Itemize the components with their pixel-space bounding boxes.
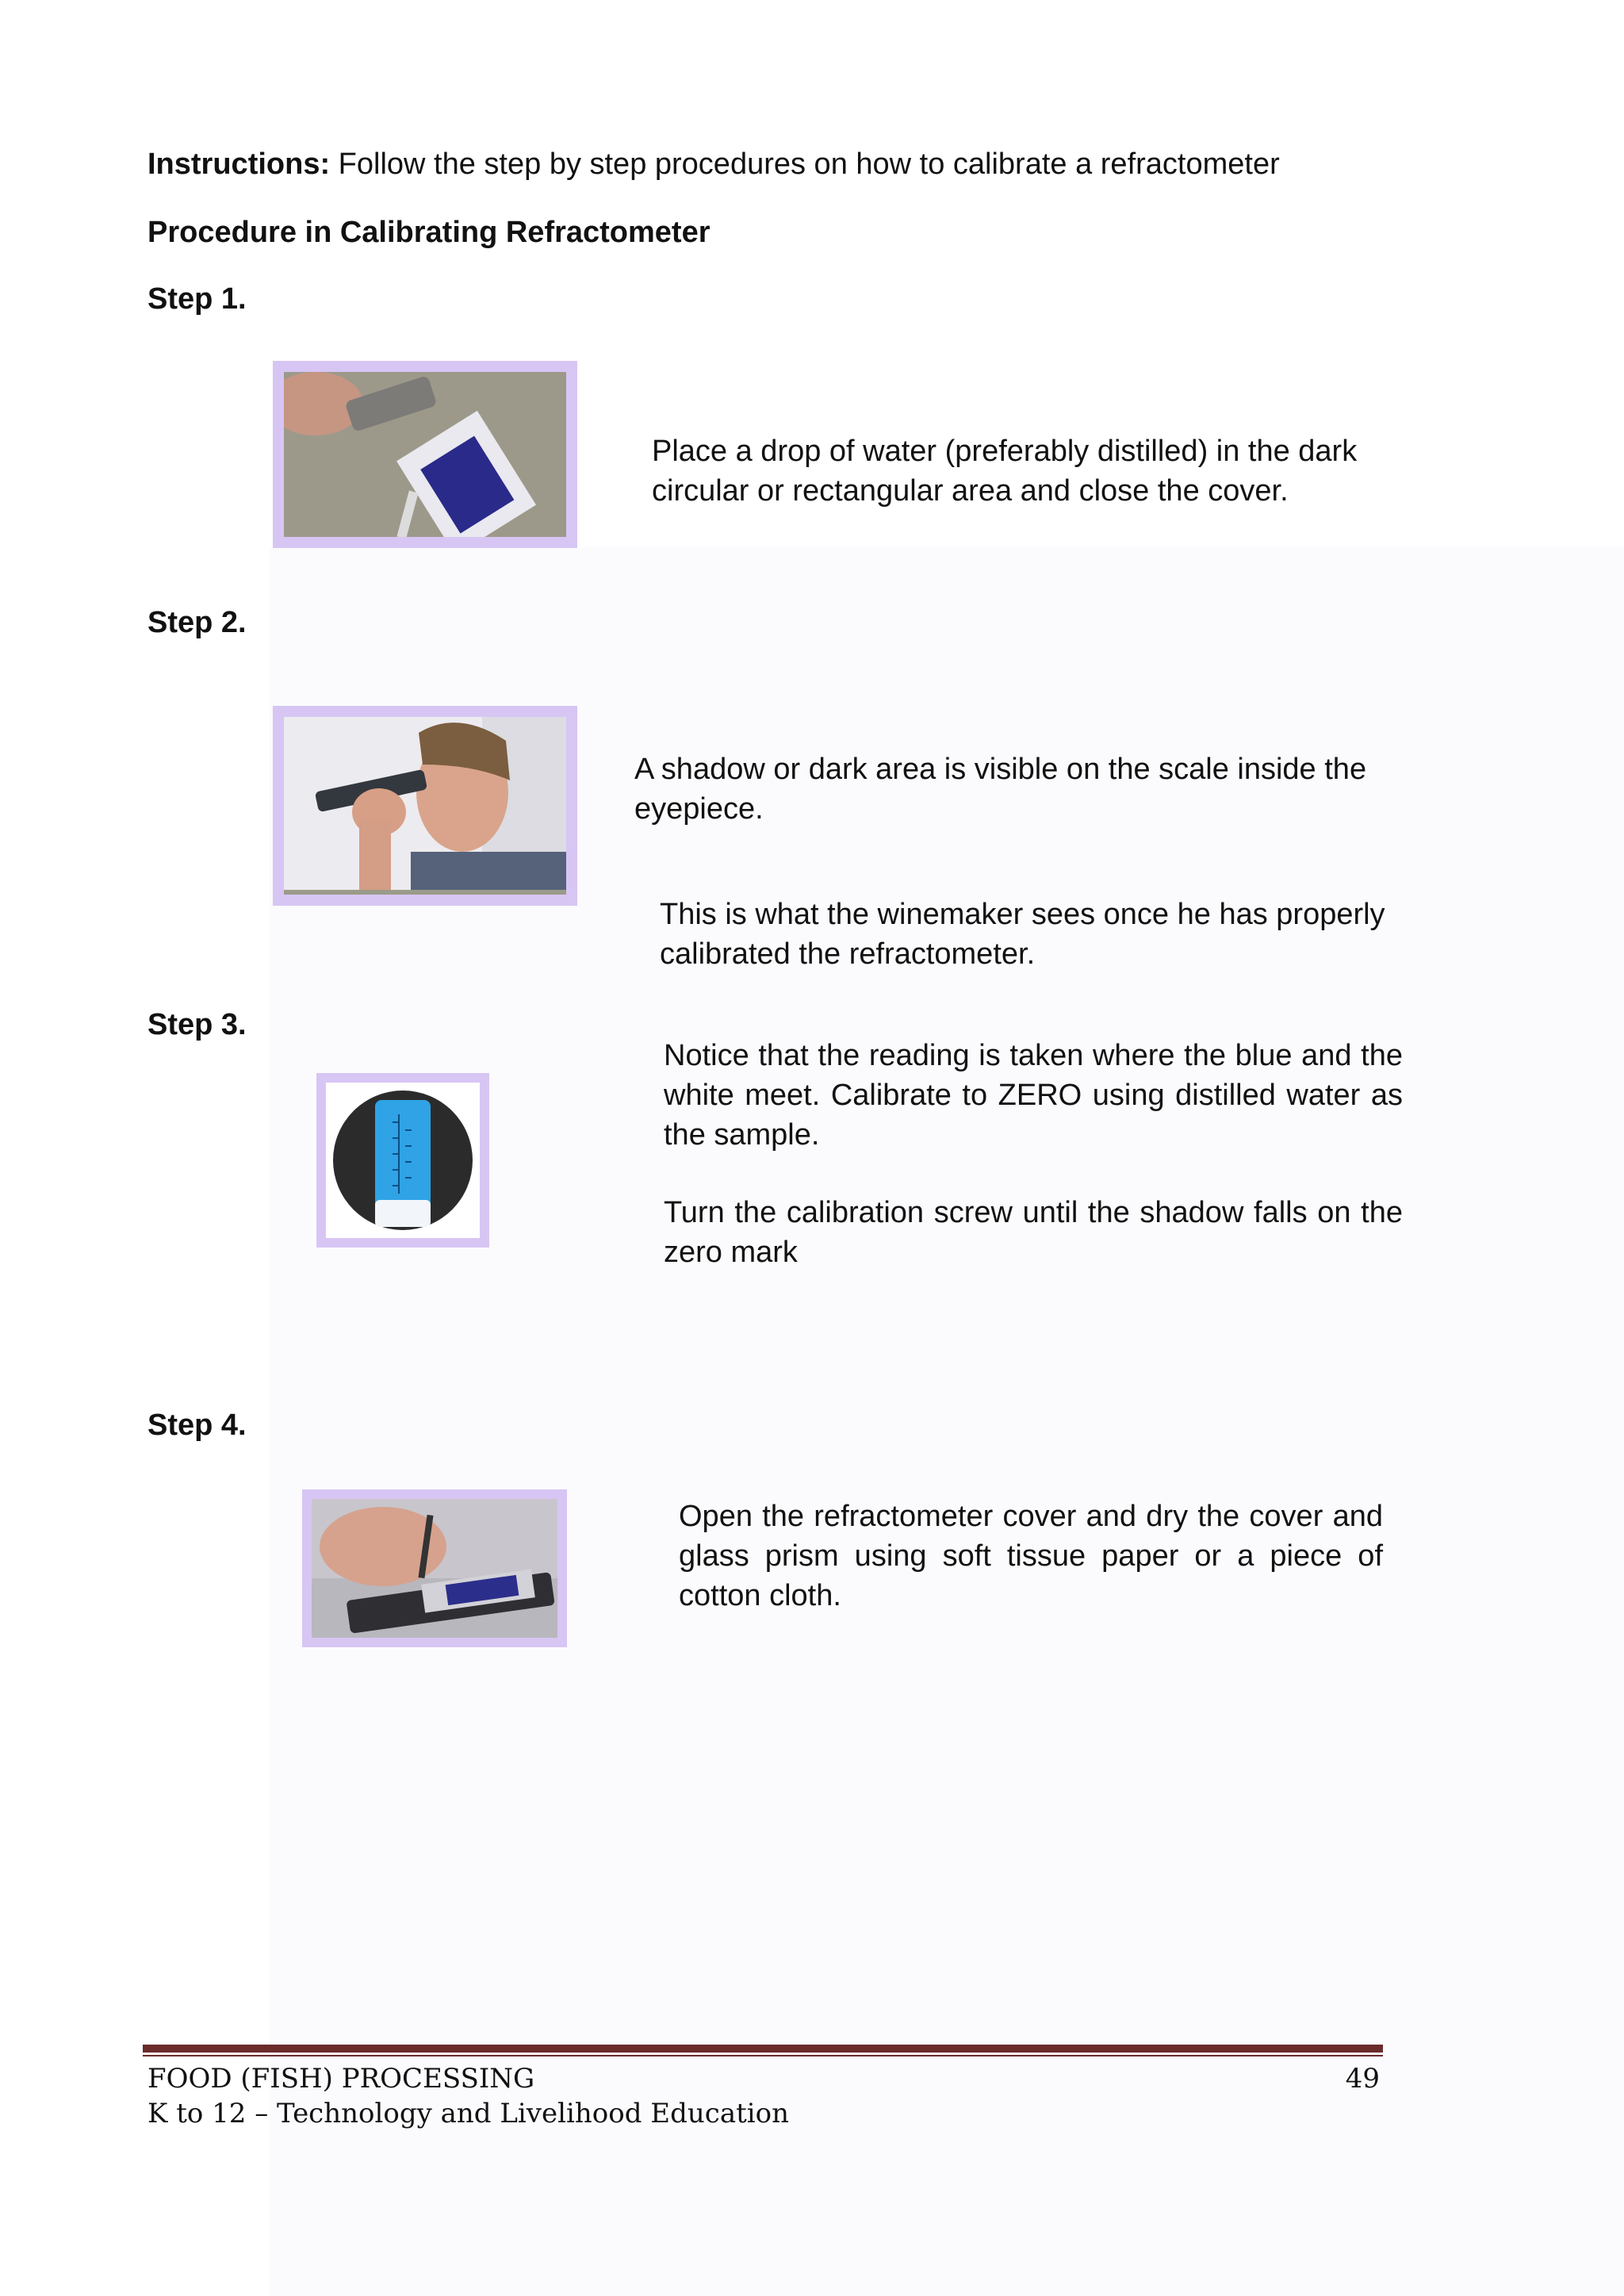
instructions-text: Follow the step by step procedures on how to calibrate a refractometer [330,148,1280,181]
step-1-photo [273,361,577,548]
procedure-title: Procedure in Calibrating Refractometer [147,216,710,249]
step-4-photo [302,1489,567,1647]
instructions-label: Instructions: [147,148,331,181]
step-3-text2: Turn the calibration screw until the shadow falls on the zero mark [664,1196,1403,1269]
step-1-label: Step 1. [147,282,247,316]
page-number: 49 [1345,2063,1380,2095]
step-4-text: Open the refractometer cover and dry the cover and glass prism using soft tissue paper or a piece of cotton cloth. [679,1500,1383,1612]
step-4-label: Step 4. [147,1409,247,1442]
step-2-label: Step 2. [147,606,247,639]
step-2-photo [273,706,577,906]
step-3-photo [316,1073,489,1248]
step-3-text: Notice that the reading is taken where the blue and the white meet. Calibrate to ZERO using distilled water as the sample. [664,1039,1403,1152]
step-3-label: Step 3. [147,1008,247,1041]
footer-rule [143,2045,1383,2053]
footer-rule-thin [143,2055,1383,2056]
footer-program: K to 12 – Technology and Livelihood Education [147,2098,789,2129]
footer-subject: FOOD (FISH) PROCESSING [147,2063,535,2095]
step-1-text: Place a drop of water (preferably distilled) in the dark circular or rectangular area and close the cover. [652,435,1358,508]
instructions-line [147,144,1280,184]
step-2-note: This is what the winemaker sees once he has properly calibrated the refractometer. [660,898,1385,971]
step-2-text: A shadow or dark area is visible on the scale inside the eyepiece. [634,753,1367,826]
